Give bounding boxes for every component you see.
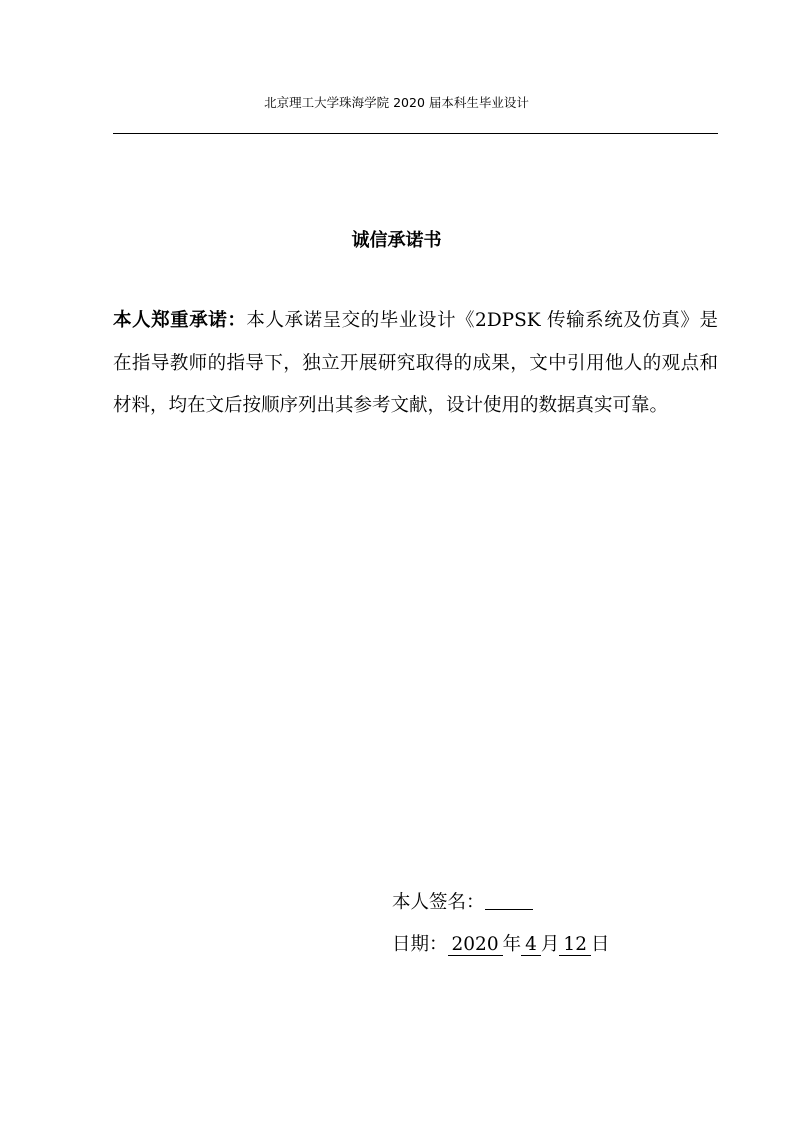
signer-label: 本人签名： <box>392 892 485 913</box>
date-line <box>392 924 609 966</box>
pledge-paragraph <box>113 300 718 428</box>
date-month-unit: 月 <box>540 934 560 955</box>
pledge-lead: 本人郑重承诺： <box>113 310 247 331</box>
header-rule <box>113 133 718 134</box>
signer-line <box>392 882 609 924</box>
running-header: 北京理工大学珠海学院 2020 届本科生毕业设计 <box>264 95 529 110</box>
date-year-unit: 年 <box>502 934 522 955</box>
signer-blank <box>485 889 533 910</box>
date-month: 4 <box>521 935 541 956</box>
date-year: 2020 <box>448 935 503 956</box>
pledge-body: 本人承诺呈交的毕业设计《2DPSK 传输系统及仿真》是在指导教师的指导下，独立开展研究取得的成果，文中引用他人的观点和材料，均在文后按顺序列出其参考文献，设计使用的数据真实可靠。 <box>113 310 718 416</box>
signature-block <box>392 882 609 966</box>
page-title: 诚信承诺书 <box>351 230 442 251</box>
date-label: 日期： <box>392 934 448 955</box>
date-day: 12 <box>559 935 591 956</box>
date-day-unit: 日 <box>590 934 610 955</box>
